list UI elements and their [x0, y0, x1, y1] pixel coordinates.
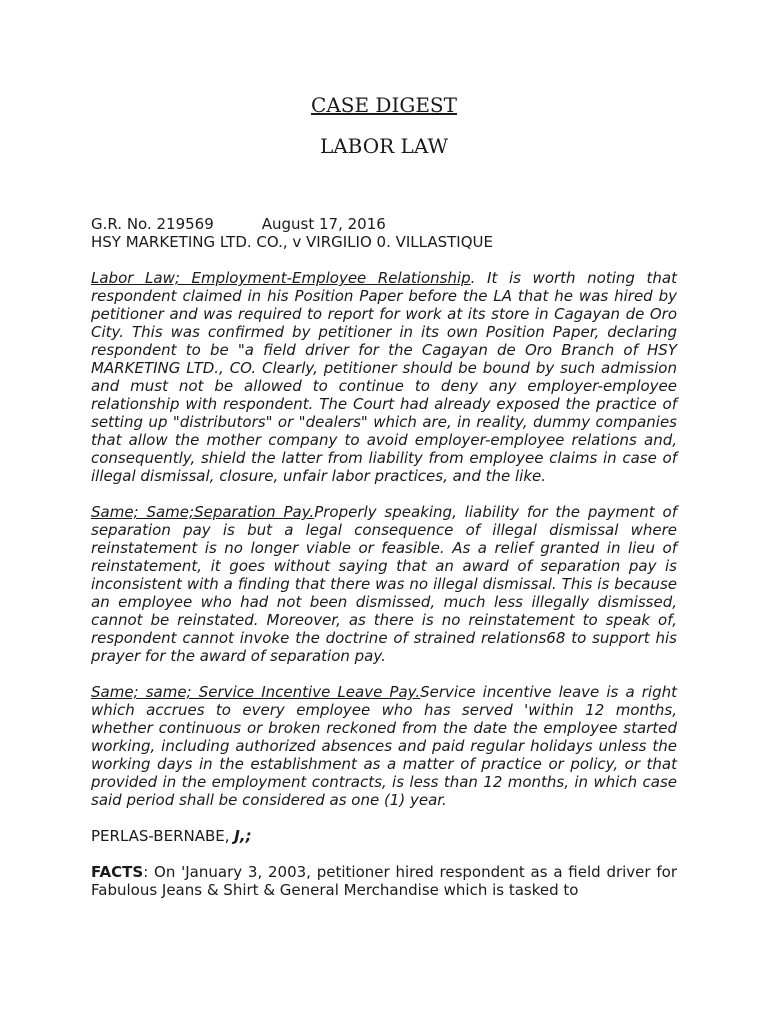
page-subtitle: LABOR LAW	[319, 134, 449, 158]
syllabus-label: Same; Same;Separation Pay.	[91, 503, 315, 521]
case-title: HSY MARKETING LTD. CO., v VIRGILIO 0. VILLASTIQUE	[91, 233, 493, 251]
gr-number: G.R. No. 219569	[91, 215, 214, 233]
syllabus-paragraph	[91, 269, 677, 485]
ponente	[91, 827, 677, 845]
syllabus-text: . It is worth noting that respondent claimed in his Position Paper before the LA that he was hired by petitioner and was required to report for work at its store in Cagayan de Oro City. This was confirmed by petitioner in its own Position Paper, declaring respondent to be "a field driver for the Cagayan de Oro Branch of HSY MARKETING LTD., CO. Clearly, petitioner should be bound by such admission and must not be allowed to continue to deny any employer-employee relationship with respondent. The Court had already exposed the practice of setting up "distributors" or "dealers" which are, in reality, dummy companies that allow the mother company to avoid employer-employee relations and, consequently, shield the latter from liability from employee claims in case of illegal dismissal, closure, unfair labor practices, and the like.	[91, 269, 678, 485]
syllabus-text: Service incentive leave is a right which accrues to every employee who has served 'within 12 months, whether continuous or broken reckoned from the date the employee started working, including authorized absences and paid regular holidays unless the working days in the establishment as a matter of practice or policy, or that provided in the employment contracts, is less than 12 months, in which case said period shall be considered as one (1) year.	[91, 683, 677, 809]
syllabus-text: Properly speaking, liability for the payment of separation pay is but a legal consequence of illegal dismissal where reinstatement is no longer viable or feasible. As a relief granted in lieu of reinstatement, it goes without saying that an award of separation pay is inconsistent with a finding that there was no illegal dismissal. This is because an employee who had not been dismissed, much less illegally dismissed, cannot be reinstated. Moreover, as there is no reinstatement to speak of, respondent cannot invoke the doctrine of strained relations68 to support his prayer for the award of separation pay.	[91, 503, 677, 665]
facts-paragraph	[91, 863, 677, 899]
case-reference	[91, 215, 677, 233]
decision-date: August 17, 2016	[261, 215, 386, 233]
ponente-name: PERLAS-BERNABE,	[91, 827, 230, 845]
syllabus-paragraph	[91, 503, 677, 665]
syllabus-label: Labor Law; Employment-Employee Relationship	[91, 269, 471, 287]
page-title: CASE DIGEST	[311, 93, 457, 117]
syllabus-label: Same; same; Service Incentive Leave Pay.	[91, 683, 421, 701]
facts-label: FACTS	[91, 863, 144, 881]
syllabus-paragraph	[91, 683, 677, 809]
facts-text: : On 'January 3, 2003, petitioner hired respondent as a field driver for Fabulous Jeans & Shirt & General Merchandise which is tasked to	[91, 863, 677, 899]
document-body	[91, 215, 677, 899]
ponente-suffix: J,;	[234, 827, 252, 845]
